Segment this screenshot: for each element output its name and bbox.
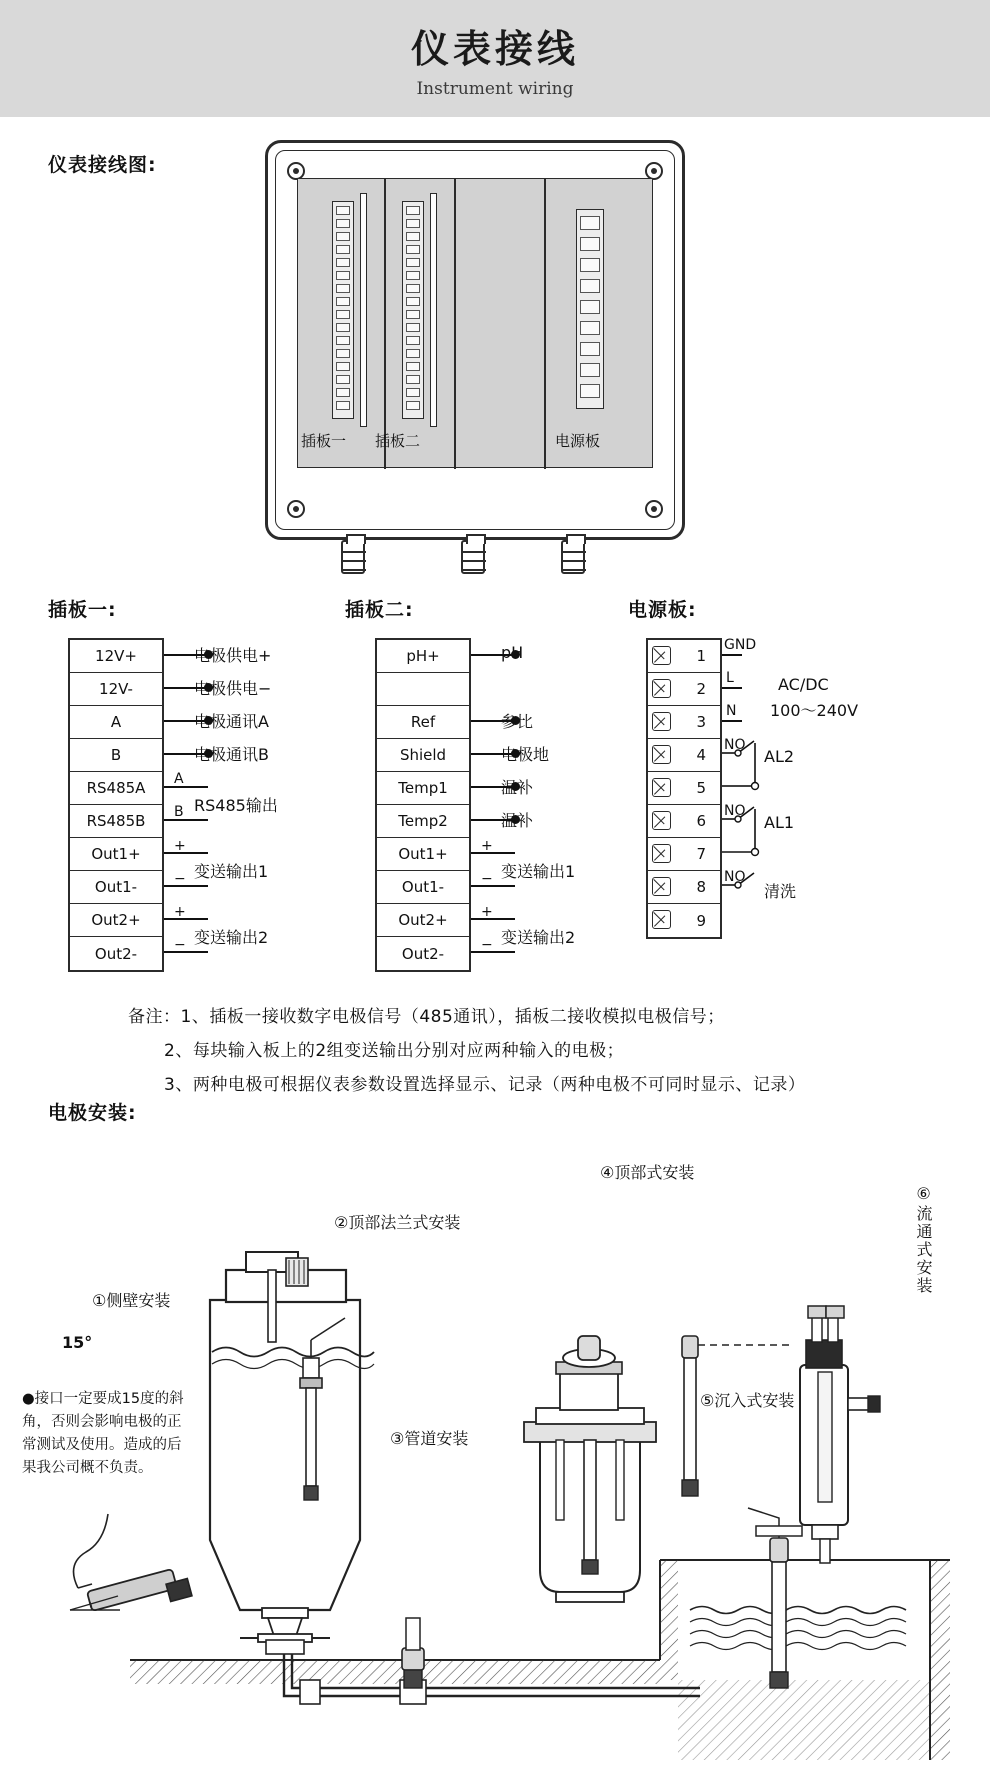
page-title-cn: 仪表接线 bbox=[410, 27, 579, 71]
board2-title: 插板二: bbox=[345, 599, 414, 621]
wiring-diagram-label: 仪表接线图: bbox=[48, 154, 157, 176]
board1-annotation: 电极通讯A bbox=[194, 712, 269, 731]
power-annotation-al2: AL2 bbox=[764, 747, 795, 766]
power-annotation-clean: 清洗 bbox=[764, 882, 797, 901]
terminal-row bbox=[377, 706, 469, 739]
terminal-label: 12V- bbox=[99, 680, 133, 698]
terminal-row bbox=[377, 772, 469, 805]
board1-title: 插板一: bbox=[48, 599, 117, 621]
terminal-row bbox=[648, 739, 720, 772]
cable-gland-icon bbox=[561, 540, 585, 574]
terminal-label: Out1+ bbox=[398, 845, 448, 863]
instrument-caption-board1: 插板一 bbox=[301, 432, 347, 450]
terminal-row bbox=[648, 904, 720, 937]
terminal-row bbox=[70, 772, 162, 805]
install-label-4: ④顶部式安装 bbox=[600, 1163, 695, 1182]
terminal-row bbox=[70, 838, 162, 871]
terminal-row bbox=[70, 871, 162, 904]
terminal-row bbox=[648, 805, 720, 838]
relay-contacts-svg bbox=[722, 735, 882, 915]
power-label-l: L bbox=[726, 670, 734, 686]
terminal-strip-power bbox=[576, 209, 604, 409]
install-label-1: ①侧壁安装 bbox=[92, 1291, 171, 1310]
board1-diagram bbox=[48, 595, 348, 975]
terminal-label: Temp1 bbox=[398, 779, 448, 797]
terminal-row bbox=[648, 640, 720, 673]
power-annotation-al1: AL1 bbox=[764, 813, 795, 832]
card-divider bbox=[384, 179, 386, 469]
terminal-row bbox=[377, 838, 469, 871]
instrument-enclosure-illustration bbox=[265, 140, 685, 540]
board1-sign: − bbox=[174, 871, 186, 887]
power-board-title: 电源板: bbox=[628, 599, 697, 621]
screw-terminal-icon bbox=[652, 910, 671, 929]
power-label-gnd: GND bbox=[724, 637, 757, 653]
terminal-row bbox=[377, 904, 469, 937]
install-warning-note: ●接口一定要成15度的斜角，否则会影响电极的正常测试及使用。造成的后果我公司概不负责。 bbox=[22, 1391, 184, 1476]
board1-annotation: RS485输出 bbox=[194, 796, 278, 815]
cable-gland-icon bbox=[341, 540, 365, 574]
board1-annotation: 变送输出1 bbox=[194, 862, 269, 881]
notes-block bbox=[128, 1000, 968, 1102]
board2-annotation: 参比 bbox=[501, 712, 534, 731]
terminal-row bbox=[70, 640, 162, 673]
terminal-number: 4 bbox=[696, 746, 706, 764]
board2-sign: − bbox=[481, 871, 493, 887]
terminal-number: 6 bbox=[696, 812, 706, 830]
terminal-label: Out2- bbox=[94, 944, 138, 963]
electrode-installation-illustration bbox=[0, 1140, 990, 1775]
terminal-row bbox=[377, 805, 469, 838]
screw-terminal-icon bbox=[652, 679, 671, 698]
board2-annotation: 变送输出1 bbox=[501, 862, 576, 881]
terminal-row bbox=[70, 805, 162, 838]
card-divider bbox=[544, 179, 546, 469]
page-title-en: Instrument wiring bbox=[416, 79, 574, 99]
electrode-install-label: 电极安装: bbox=[48, 1102, 137, 1124]
cable-gland-icon bbox=[461, 540, 485, 574]
terminal-row bbox=[377, 871, 469, 904]
terminal-row-empty bbox=[377, 673, 469, 706]
note-line-2: 2、每块输入板上的2组变送输出分别对应两种输入的电极； bbox=[164, 1041, 625, 1061]
terminal-row bbox=[648, 871, 720, 904]
board2-annotation: pH bbox=[501, 643, 524, 662]
terminal-number: 1 bbox=[696, 647, 706, 665]
board1-annotation: 电极供电+ bbox=[194, 646, 272, 665]
terminal-row bbox=[70, 673, 162, 706]
terminal-number: 7 bbox=[696, 845, 706, 863]
screw-icon bbox=[287, 500, 305, 518]
terminal-label: 12V+ bbox=[95, 647, 137, 665]
card-edge-board2 bbox=[430, 193, 437, 427]
terminal-row bbox=[648, 673, 720, 706]
board1-sign: A bbox=[174, 771, 184, 787]
power-label-no-2: NO bbox=[724, 737, 746, 753]
install-label-2: ②顶部法兰式安装 bbox=[334, 1213, 461, 1232]
terminal-row bbox=[648, 706, 720, 739]
power-annotation-acdc: AC/DC bbox=[778, 675, 829, 694]
terminal-number: 2 bbox=[696, 680, 706, 698]
board2-annotation: 电极地 bbox=[501, 745, 550, 764]
terminal-strip-board2 bbox=[402, 201, 424, 419]
terminal-row bbox=[70, 739, 162, 772]
terminal-label: Out2+ bbox=[398, 911, 448, 929]
card-divider bbox=[454, 179, 456, 469]
board2-terminal-box bbox=[375, 638, 471, 972]
install-angle-label: 15° bbox=[62, 1333, 93, 1352]
terminal-row bbox=[377, 937, 469, 970]
install-label-6: ⑥流通式安装 bbox=[914, 1184, 933, 1295]
terminal-row bbox=[70, 706, 162, 739]
board1-sign: B bbox=[174, 804, 184, 820]
screw-terminal-icon bbox=[652, 745, 671, 764]
terminal-row bbox=[377, 739, 469, 772]
terminal-label: Shield bbox=[399, 746, 447, 764]
board2-sign: − bbox=[481, 937, 493, 953]
page-header bbox=[0, 0, 990, 117]
install-label-3: ③管道安装 bbox=[390, 1429, 469, 1448]
terminal-row bbox=[70, 904, 162, 937]
card-edge-board1 bbox=[360, 193, 367, 427]
note-line-1: 备注：1、插板一接收数字电极信号（485通讯），插板二接收模拟电极信号； bbox=[128, 1007, 725, 1027]
instrument-caption-board2: 插板二 bbox=[375, 432, 421, 450]
board1-sign: + bbox=[174, 838, 186, 854]
board1-annotation: 电极供电− bbox=[194, 679, 272, 698]
terminal-label: Out1- bbox=[401, 878, 445, 896]
terminal-label: Out1- bbox=[94, 878, 138, 896]
terminal-label: B bbox=[110, 746, 122, 764]
screw-terminal-icon bbox=[652, 877, 671, 896]
terminal-label: Temp2 bbox=[398, 812, 448, 830]
power-label-no-1: NO bbox=[724, 803, 746, 819]
terminal-label: RS485B bbox=[86, 812, 146, 830]
note-line-3: 3、两种电极可根据仪表参数设置选择显示、记录（两种电极不可同时显示、记录） bbox=[164, 1075, 806, 1095]
screw-terminal-icon bbox=[652, 712, 671, 731]
terminal-row bbox=[70, 937, 162, 970]
terminal-label: Out1+ bbox=[91, 845, 141, 863]
terminal-number: 5 bbox=[696, 779, 706, 797]
screw-terminal-icon bbox=[652, 844, 671, 863]
screw-terminal-icon bbox=[652, 778, 671, 797]
terminal-label: Out2- bbox=[401, 944, 445, 963]
terminal-label: pH+ bbox=[406, 647, 440, 665]
board1-annotation: 变送输出2 bbox=[194, 928, 269, 947]
board2-sign: + bbox=[481, 838, 493, 854]
board1-sign: − bbox=[174, 937, 186, 953]
power-terminal-box bbox=[646, 638, 722, 939]
board1-sign: + bbox=[174, 904, 186, 920]
board2-annotation: 温补 bbox=[501, 811, 534, 830]
board1-terminal-box bbox=[68, 638, 164, 972]
board1-annotation: 电极通讯B bbox=[194, 745, 269, 764]
terminal-label: Ref bbox=[410, 713, 436, 731]
terminal-number: 9 bbox=[696, 911, 706, 930]
board2-sign: + bbox=[481, 904, 493, 920]
terminal-label: Out2+ bbox=[91, 911, 141, 929]
terminal-label: RS485A bbox=[86, 779, 146, 797]
power-annotation-voltage: 100～240V bbox=[770, 701, 859, 720]
screw-terminal-icon bbox=[652, 646, 671, 665]
terminal-row bbox=[377, 640, 469, 673]
terminal-row bbox=[648, 772, 720, 805]
power-label-n: N bbox=[726, 703, 737, 719]
terminal-number: 8 bbox=[696, 878, 706, 896]
power-label-no-clean: NO bbox=[724, 869, 746, 885]
terminal-row bbox=[648, 838, 720, 871]
terminal-label: A bbox=[110, 713, 122, 731]
power-board-diagram bbox=[628, 595, 968, 935]
instrument-caption-power: 电源板 bbox=[555, 432, 601, 450]
board2-diagram bbox=[345, 595, 645, 975]
inner-panel bbox=[297, 178, 653, 468]
board2-annotation: 变送输出2 bbox=[501, 928, 576, 947]
terminal-strip-board1 bbox=[332, 201, 354, 419]
screw-icon bbox=[645, 500, 663, 518]
terminal-number: 3 bbox=[696, 713, 706, 731]
screw-terminal-icon bbox=[652, 811, 671, 830]
board2-annotation: 温补 bbox=[501, 778, 534, 797]
install-label-5: ⑤沉入式安装 bbox=[700, 1391, 795, 1410]
